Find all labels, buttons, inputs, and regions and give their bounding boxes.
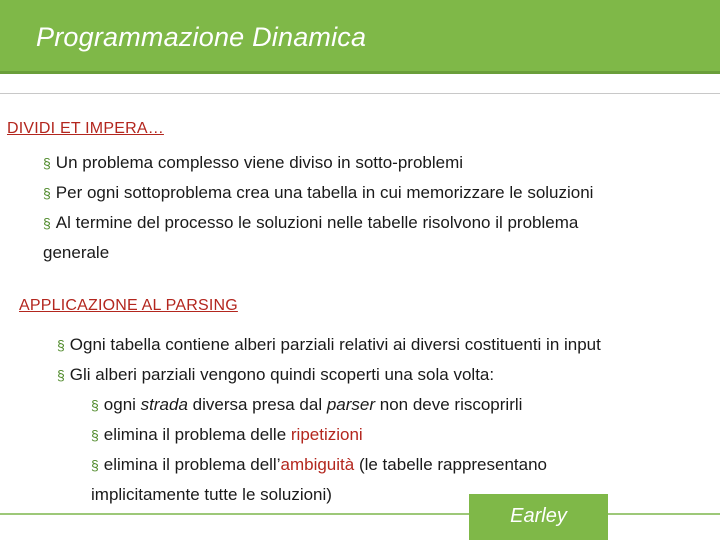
bullet-icon: § — [91, 397, 99, 413]
bullet-item: § Al termine del processo le soluzioni nelle tabelle risolvono il problema — [43, 213, 579, 232]
bullet-item: § Ogni tabella contiene alberi parziali relativi ai diversi costituenti in input — [57, 335, 601, 354]
bullet-continuation: generale — [43, 243, 110, 262]
bullet-icon: § — [57, 337, 65, 353]
section1-bullets — [43, 148, 713, 267]
bullet-icon: § — [91, 457, 99, 473]
sub-bullet-item: § elimina il problema dell’ambiguità (le tabelle rappresentano — [91, 455, 548, 474]
earley-label[interactable]: Earley — [510, 505, 567, 527]
section-heading-divide-et-impera: DIVIDI ET IMPERA… — [7, 120, 164, 137]
bullet-icon: § — [43, 185, 51, 201]
slide-title: Programmazione Dinamica — [36, 22, 367, 52]
sub-bullet-item: § elimina il problema delle ripetizioni — [91, 425, 363, 444]
bottom-divider — [0, 513, 469, 515]
bottom-divider — [608, 513, 720, 515]
earley-link-box[interactable] — [469, 494, 608, 540]
bullet-icon: § — [43, 215, 51, 231]
bullet-continuation: implicitamente tutte le soluzioni) — [91, 485, 332, 504]
bullet-icon: § — [43, 155, 51, 171]
top-divider — [0, 93, 720, 94]
title-bar — [0, 0, 720, 74]
section-heading-parsing: APPLICAZIONE AL PARSING — [19, 297, 238, 314]
sub-bullet-item: § ogni strada diversa presa dal parser non deve riscoprirli — [91, 395, 523, 414]
bullet-item: § Un problema complesso viene diviso in sotto-problemi — [43, 153, 464, 172]
bullet-item: § Per ogni sottoproblema crea una tabella in cui memorizzare le soluzioni — [43, 183, 594, 202]
bullet-icon: § — [57, 367, 65, 383]
section2-bullets — [57, 330, 717, 509]
bullet-icon: § — [91, 427, 99, 443]
bullet-item: § Gli alberi parziali vengono quindi scoperti una sola volta: — [57, 365, 495, 384]
